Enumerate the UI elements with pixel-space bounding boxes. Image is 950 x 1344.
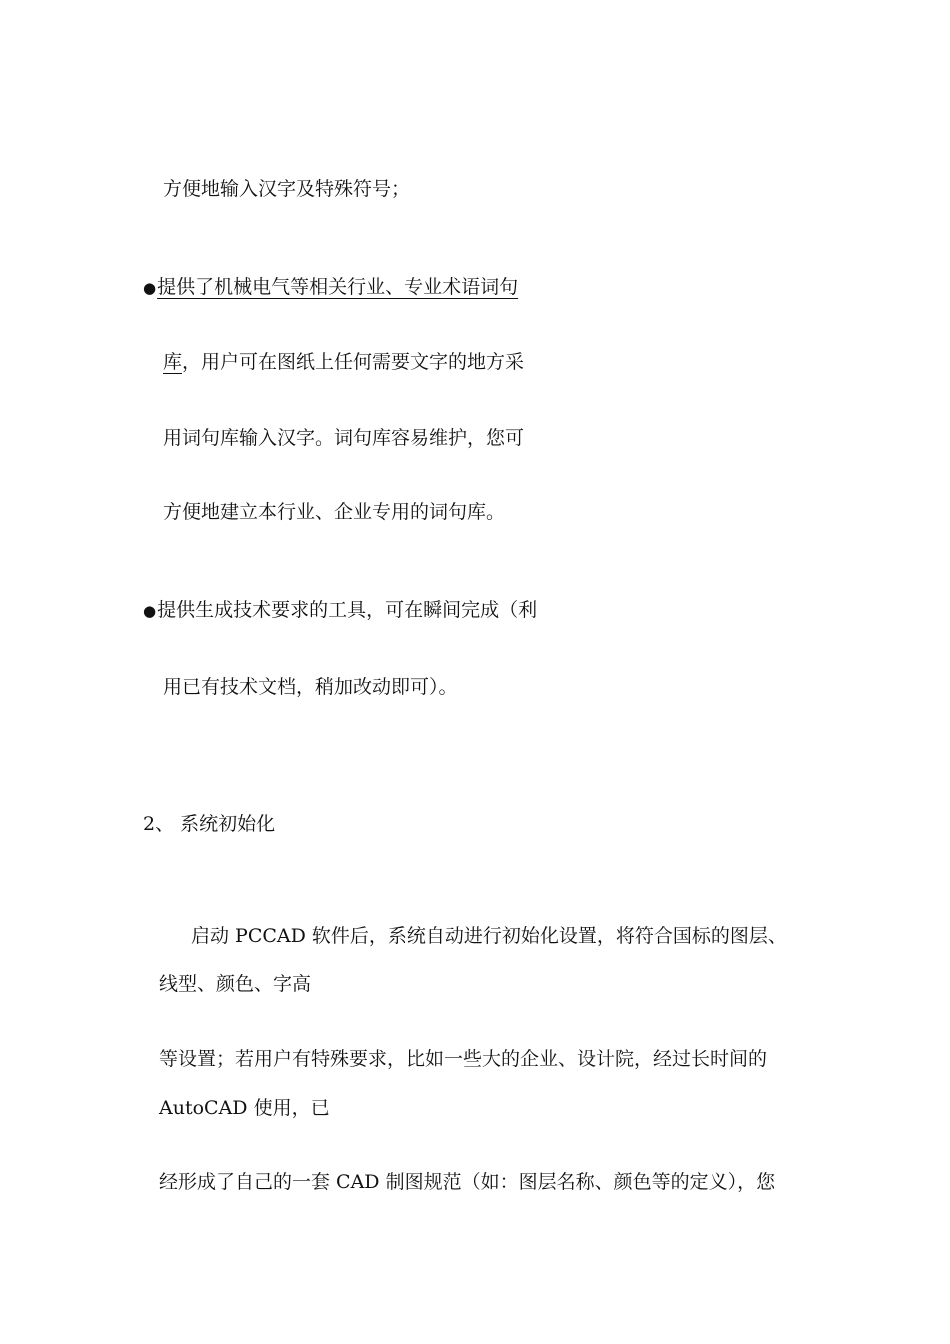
underlined-text: 库 xyxy=(163,351,183,373)
text-line xyxy=(163,350,524,374)
text-span: 线型、颜色、字高 xyxy=(159,973,312,995)
text-span: 启动 PCCAD 软件后，系统自动进行初始化设置，将符合国标的图层、 xyxy=(191,925,787,947)
text-span: 提供生成技术要求的工具，可在瞬间完成（利 xyxy=(157,599,538,621)
paragraph-line xyxy=(159,1047,767,1071)
text-span: 方便地输入汉字及特殊符号； xyxy=(163,178,411,200)
text-line xyxy=(163,675,458,699)
text-span: 用已有技术文档，稍加改动即可）。 xyxy=(163,676,458,698)
text-line xyxy=(163,426,524,450)
paragraph-line xyxy=(191,924,787,948)
bullet-icon: ● xyxy=(143,279,157,297)
section-heading xyxy=(143,812,275,836)
heading-text: 2、 系统初始化 xyxy=(143,813,276,835)
text-span: 用词句库输入汉字。词句库容易维护，您可 xyxy=(163,427,525,449)
paragraph-line xyxy=(159,972,311,996)
paragraph-line xyxy=(159,1096,330,1120)
bullet-item xyxy=(143,275,518,300)
text-line xyxy=(163,500,505,524)
text-span: AutoCAD 使用，已 xyxy=(159,1097,330,1119)
text-span: 等设置；若用户有特殊要求，比如一些大的企业、设计院，经过长时间的 xyxy=(159,1048,768,1070)
text-line xyxy=(163,177,410,201)
paragraph-line xyxy=(159,1170,775,1194)
underlined-text: 提供了机械电气等相关行业、专业术语词句 xyxy=(157,276,519,298)
bullet-icon: ● xyxy=(143,602,157,620)
text-span: 经形成了自己的一套 CAD 制图规范（如：图层名称、颜色等的定义），您 xyxy=(159,1171,776,1193)
text-span: 方便地建立本行业、企业专用的词句库。 xyxy=(163,501,506,523)
bullet-item xyxy=(143,598,537,623)
text-span: ，用户可在图纸上任何需要文字的地方采 xyxy=(182,351,525,373)
